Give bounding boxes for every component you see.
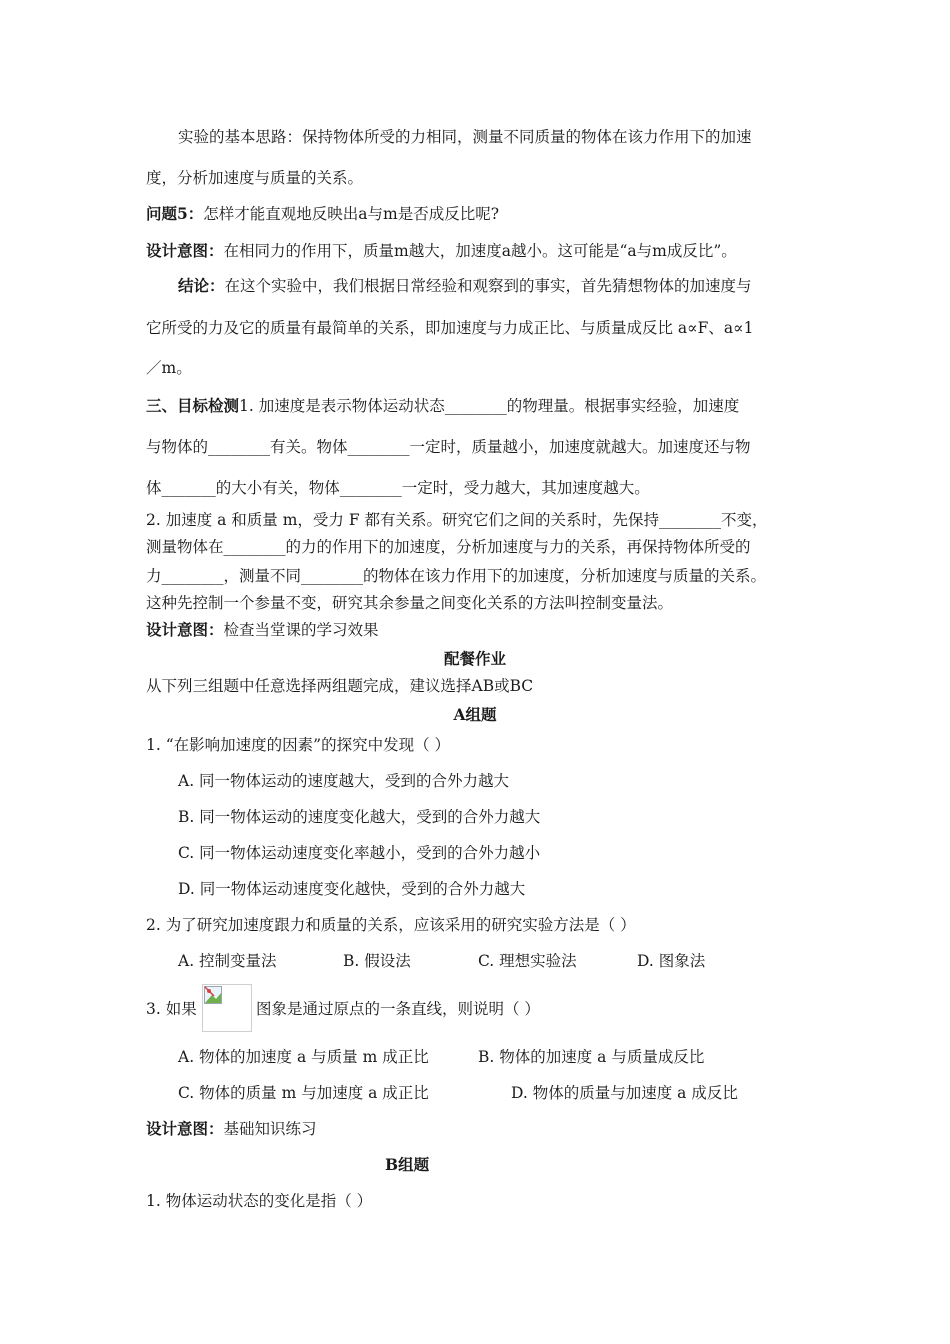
a-q1-option-c: C. 同一物体运动速度变化率越小，受到的合外力越小 <box>178 844 541 862</box>
a-q2-option-b: B. 假设法 <box>343 952 411 970</box>
design-intent-2-text: 检查当堂课的学习效果 <box>223 621 379 639</box>
section-3-label: 三、目标检测 <box>146 396 240 415</box>
design-intent-1 <box>146 241 737 261</box>
p1-line2: 度，分析加速度与质量的关系。 <box>146 169 364 187</box>
question-5 <box>146 204 499 224</box>
section-3-q2-line4: 这种先控制一个参量不变，研究其余参量之间变化关系的方法叫控制变量法。 <box>146 594 674 612</box>
a-q1: 1. “在影响加速度的因素”的探究中发现（ ） <box>146 736 450 754</box>
group-b-title: B组题 <box>385 1155 430 1174</box>
conclusion-line1 <box>178 276 752 296</box>
a-q3-suffix: 图象是通过原点的一条直线，则说明（ ） <box>256 1000 540 1018</box>
section-3-line3: 体_______的大小有关，物体________一定时，受力越大，其加速度越大。 <box>146 479 650 497</box>
b-q1: 1. 物体运动状态的变化是指（ ） <box>146 1192 373 1210</box>
section-3-q2-line2: 测量物体在________的力的作用下的加速度，分析加速度与力的关系，再保持物体所受的 <box>146 538 751 556</box>
section-3-line2: 与物体的________有关。物体________一定时，质量越小，加速度就越大。加速度还与物 <box>146 438 751 456</box>
design-intent-2-label: 设计意图： <box>146 620 224 639</box>
design-intent-2 <box>146 620 379 640</box>
broken-image-icon <box>204 986 222 1004</box>
a-q1-option-a: A. 同一物体运动的速度越大，受到的合外力越大 <box>178 772 510 790</box>
a-q2-option-d: D. 图象法 <box>637 952 706 970</box>
a-q3-option-d: D. 物体的质量与加速度 a 成反比 <box>511 1084 738 1102</box>
conclusion-text-1: 在这个实验中，我们根据日常经验和观察到的事实，首先猜想物体的加速度与 <box>224 277 752 295</box>
a-q3-prefix: 3. 如果 <box>146 1000 197 1018</box>
question-5-label: 问题5： <box>146 204 204 223</box>
a-q1-option-d: D. 同一物体运动速度变化越快，受到的合外力越大 <box>178 880 526 898</box>
a-q2-option-a: A. 控制变量法 <box>178 952 277 970</box>
a-q3-option-b: B. 物体的加速度 a 与质量成反比 <box>478 1048 705 1066</box>
design-intent-3-label: 设计意图： <box>146 1119 224 1138</box>
a-q1-option-b: B. 同一物体运动的速度变化越大，受到的合外力越大 <box>178 808 541 826</box>
homework-title: 配餐作业 <box>443 649 506 668</box>
question-5-text: 怎样才能直观地反映出a与m是否成反比呢? <box>203 205 500 223</box>
a-q3-option-a: A. 物体的加速度 a 与质量 m 成正比 <box>178 1048 429 1066</box>
a-q2-option-c: C. 理想实验法 <box>478 952 577 970</box>
broken-image-placeholder <box>202 984 252 1032</box>
section-3-line1 <box>146 396 739 416</box>
a-q2: 2. 为了研究加速度跟力和质量的关系，应该采用的研究实验方法是（ ） <box>146 916 636 934</box>
design-intent-1-text: 在相同力的作用下，质量m越大，加速度a越小。这可能是“a与m成反比”。 <box>223 242 737 260</box>
group-a-title: A组题 <box>453 705 497 724</box>
design-intent-1-label: 设计意图： <box>146 241 224 260</box>
section-3-q2-line3: 力________，测量不同________的物体在该力作用下的加速度，分析加速度与质量的关系。 <box>146 567 767 585</box>
homework-intro: 从下列三组题中任意选择两组题完成，建议选择AB或BC <box>146 677 534 695</box>
conclusion-line3: ／m。 <box>146 359 192 377</box>
section-3-text-1: 1. 加速度是表示物体运动状态________的物理量。根据事实经验，加速度 <box>239 397 740 415</box>
a-q3-option-c: C. 物体的质量 m 与加速度 a 成正比 <box>178 1084 429 1102</box>
section-3-q2-line1: 2. 加速度 a 和质量 m，受力 F 都有关系。研究它们之间的关系时，先保持________不变， <box>146 511 768 529</box>
conclusion-line2: 它所受的力及它的质量有最简单的关系，即加速度与力成正比、与质量成反比 a∝F、a∝1 <box>146 319 754 337</box>
p1-line1: 实验的基本思路：保持物体所受的力相同，测量不同质量的物体在该力作用下的加速 <box>178 128 752 146</box>
design-intent-3-text: 基础知识练习 <box>223 1120 317 1138</box>
design-intent-3 <box>146 1119 317 1139</box>
conclusion-label: 结论： <box>178 276 225 295</box>
